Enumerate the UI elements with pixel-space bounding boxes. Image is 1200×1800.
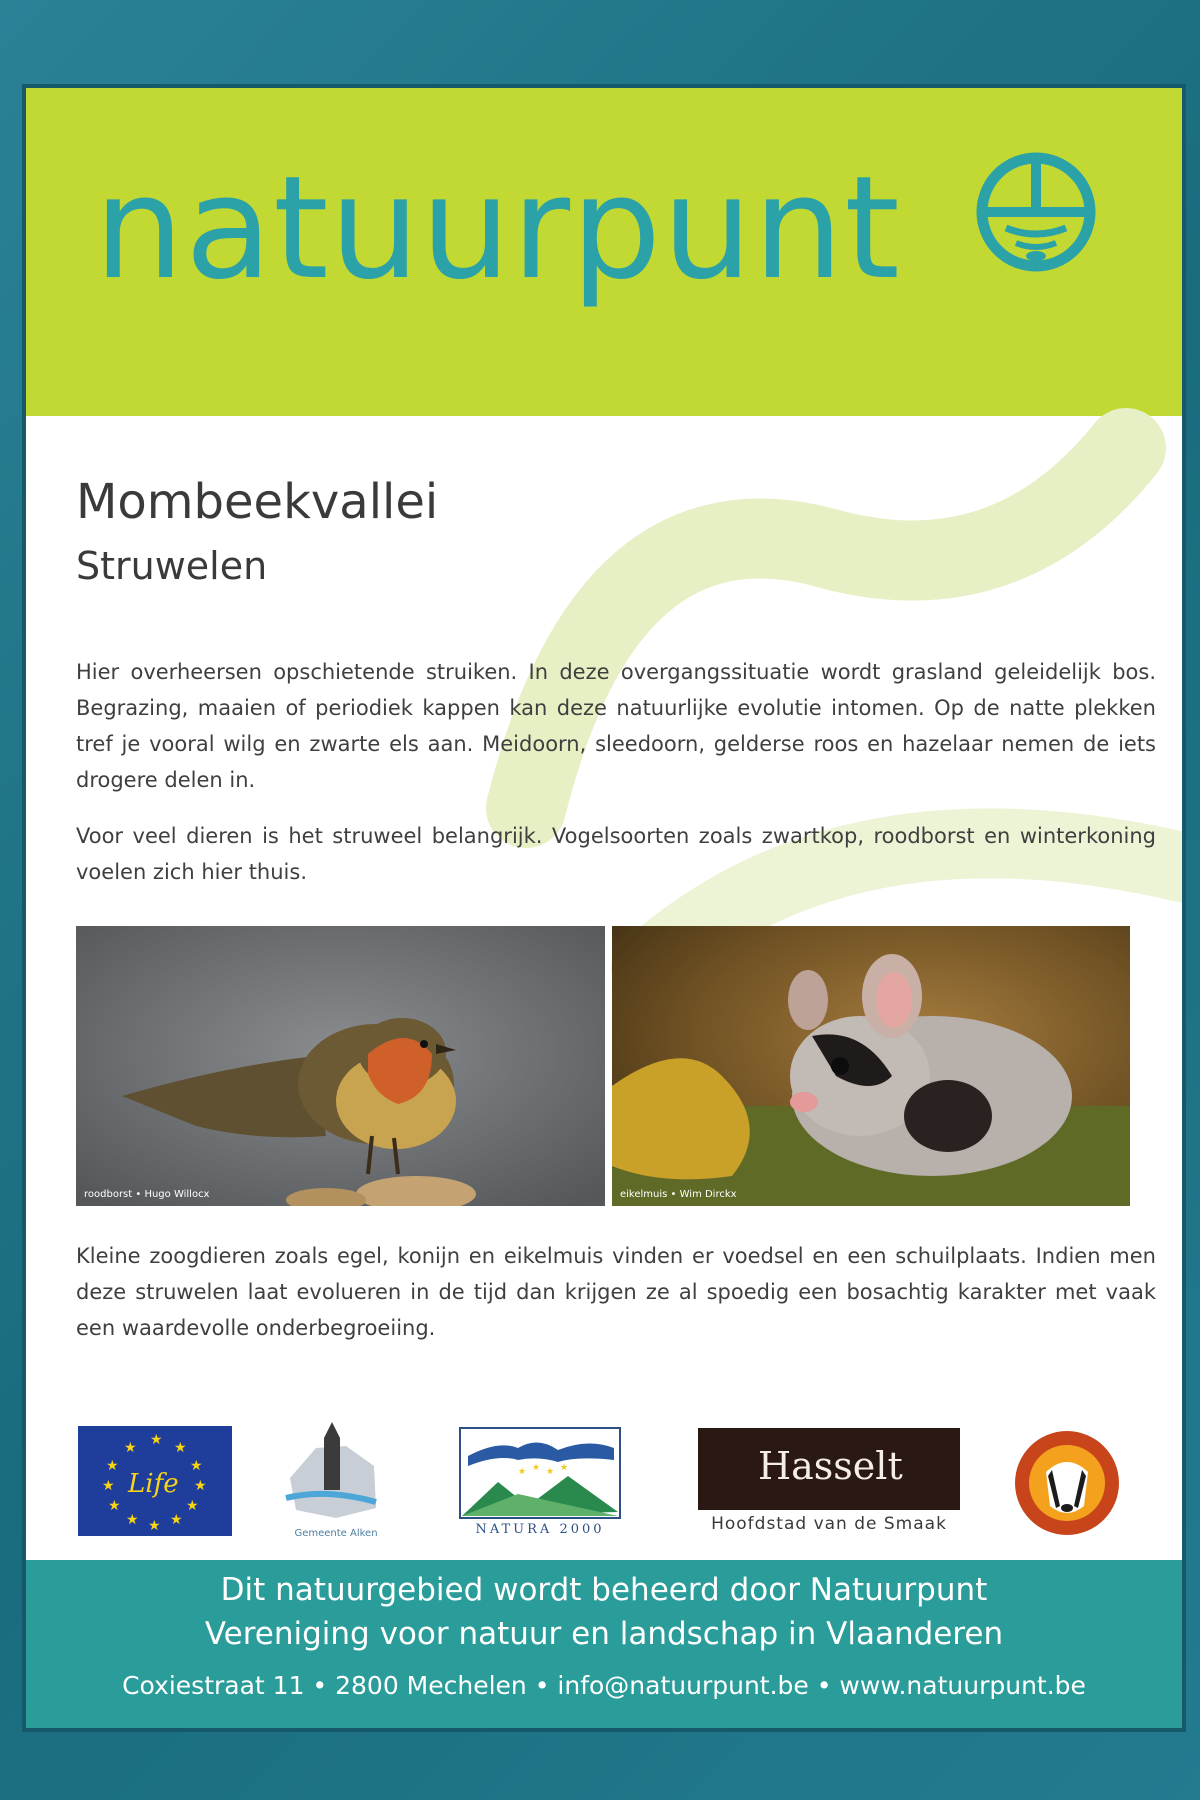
natura2000-logo <box>458 1426 622 1537</box>
robin-photo <box>76 926 605 1206</box>
regionaal-landschap-logo <box>1012 1428 1122 1538</box>
footer-managed-by: Dit natuurgebied wordt beheerd door Natuurpunt <box>220 1572 988 1608</box>
hasselt-logo <box>698 1428 960 1510</box>
svg-text:★: ★ <box>108 1498 121 1514</box>
footer-association: Vereniging voor natuur en landschap in Vlaanderen <box>204 1616 1004 1652</box>
footer-contact: Coxiestraat 11 • 2800 Mechelen • info@natuurpunt.be • www.natuurpunt.be <box>122 1671 1086 1700</box>
dormouse-image <box>612 926 1130 1206</box>
hasselt-tagline: Hoofdstad van de Smaak <box>711 1514 947 1534</box>
svg-text:★: ★ <box>518 1467 527 1477</box>
svg-text:★: ★ <box>560 1463 569 1473</box>
svg-text:★: ★ <box>174 1440 187 1456</box>
svg-text:★: ★ <box>124 1440 137 1456</box>
alken-map-icon <box>276 1418 386 1526</box>
paragraph-mammals: Kleine zoogdieren zoals egel, konijn en eikelmuis vinden er voedsel en een schuilplaats. Indien men deze struwelen laat evolueren in de tijd dan krijgen ze al spoedig een bosachtig karakter met vaak een waardevolle onderbegroeiing. <box>76 1244 1156 1340</box>
sign-header <box>26 88 1182 416</box>
dormouse-caption: eikelmuis • Wim Dirckx <box>620 1189 737 1200</box>
eu-life-logo <box>78 1426 232 1536</box>
svg-text:★: ★ <box>546 1467 555 1477</box>
robin-image <box>76 926 605 1206</box>
alken-label: Gemeente Alken <box>294 1528 378 1539</box>
svg-text:★: ★ <box>106 1458 119 1474</box>
robin-caption: roodborst • Hugo Willocx <box>84 1189 210 1200</box>
svg-text:★: ★ <box>126 1512 139 1528</box>
brand-wordmark: natuurpunt <box>94 146 901 311</box>
alken-logo <box>276 1418 386 1538</box>
svg-text:★: ★ <box>102 1478 115 1494</box>
badger-icon <box>1012 1428 1122 1538</box>
sign-footer <box>26 1560 1182 1728</box>
hasselt-name: Hasselt <box>758 1444 903 1488</box>
life-label: Life <box>128 1469 179 1499</box>
svg-text:★: ★ <box>190 1458 203 1474</box>
svg-text:★: ★ <box>150 1432 163 1448</box>
partner-logos <box>26 1418 1182 1548</box>
natuurpunt-emblem-icon <box>970 148 1102 278</box>
paragraph-intro: Hier overheersen opschietende struiken. In deze overgangssituatie wordt grasland geleidelijk bos. Begrazing, maaien of periodiek kappen kan deze natuurlijke evolutie intomen. Op de natte plekken tref je vooral wilg en zwarte els aan. Meidoorn, sleedoorn, gelderse roos en hazelaar nemen de iets drogere delen in. <box>76 660 1156 792</box>
svg-text:★: ★ <box>186 1498 199 1514</box>
info-sign <box>26 88 1182 1728</box>
svg-text:★: ★ <box>194 1478 207 1494</box>
page-subtitle: Struwelen <box>76 544 268 588</box>
natura-label: NATURA 2000 <box>475 1522 605 1537</box>
eu-stars-icon <box>78 1426 232 1536</box>
svg-text:★: ★ <box>532 1463 541 1473</box>
svg-text:★: ★ <box>148 1518 161 1534</box>
dormouse-photo <box>612 926 1130 1206</box>
svg-text:★: ★ <box>170 1512 183 1528</box>
page-title: Mombeekvallei <box>76 474 439 530</box>
natura-birds-icon <box>458 1426 622 1520</box>
paragraph-animals: Voor veel dieren is het struweel belangrijk. Vogelsoorten zoals zwartkop, roodborst en winterkoning voelen zich hier thuis. <box>76 824 1156 884</box>
